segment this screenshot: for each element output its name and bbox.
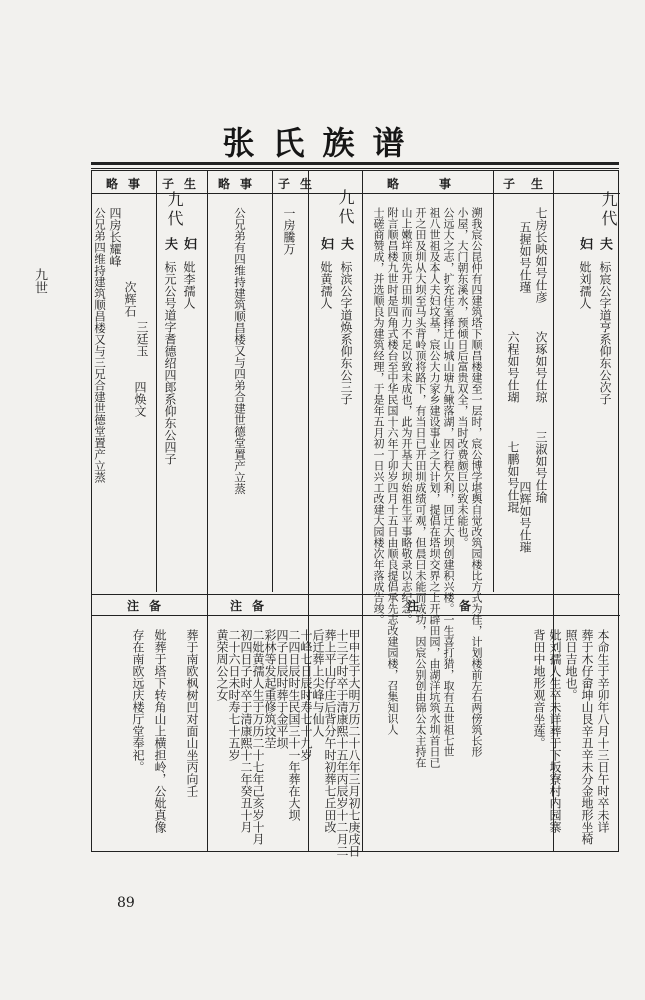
son-entry: 次琢如号仕琼	[534, 331, 548, 403]
page-title: 张氏族谱	[222, 124, 423, 162]
note-line: 妣葬于塔下转角山上横担岭，公妣真像	[153, 629, 167, 833]
deeds-text: 山上嫩垟顶先开田圳而力不足以致未成也，此为开基大坝始祖生平事略敬录以志纪念。	[400, 207, 413, 625]
generation-label: 九代	[336, 189, 355, 227]
deeds-header: 略事	[387, 177, 492, 191]
son-entry: 四辉如号仕璀	[518, 481, 532, 553]
deeds-text: 祖八世祖及本人夫妇坟基，宸公大力家乡建设事业之大计划，提倡在塔坝交界之上开辟田园，由湖洋坑筑水圳首日已	[428, 207, 441, 768]
husband-name: 标宸公字道亨系仰东公次子	[598, 261, 612, 405]
generation-label: 九代	[599, 191, 618, 229]
note-line: 后迁葬上尖峰与仙人	[311, 629, 325, 737]
sons-header: 子生	[278, 177, 323, 191]
notes-header: 注备	[407, 599, 512, 613]
sons-header: 子生	[162, 177, 207, 191]
note-line: 四子日辰时葬于金平坝	[275, 629, 289, 749]
notes-header: 注备	[127, 599, 172, 613]
deeds-header: 略事	[106, 177, 151, 191]
deeds-text: 附言顺昌楼九世时是四角式楼台至中华民国十六年丁卯岁四月十五日由顺良提倡承先志改建园楼，召集知识人	[386, 207, 399, 735]
wife-label: 妇	[318, 237, 333, 250]
note-line: 存在南欧远庆楼厅堂奉祀。	[131, 629, 145, 773]
note-line: 初四日子时卒于清康熙十二年癸丑十月	[239, 629, 253, 833]
son-entry: 三淑如号仕瑜	[534, 431, 548, 503]
wife-name: 妣黄孺人	[319, 261, 333, 309]
deeds-text: 溯我宸公昆仲有四建筑塔下顺昌楼建至一层时，宸公博学堪舆自觉改筑园楼比方式为佳，计划楼前左右两傍筑长形	[470, 207, 483, 757]
note-line: 妣刘孺人生卒未详葬于下坂寮村内园寨	[548, 629, 562, 833]
wife-label: 妇	[577, 237, 592, 250]
note-line: 照日吉地也。	[564, 629, 578, 701]
deeds-text: 公兄弟有四维持建筑顺昌楼又与四弟合建世德堂置产立蒸	[233, 207, 247, 495]
husband-name: 标滨公字道焕系仰东公三子	[339, 261, 353, 405]
deeds-text: 士磋商赞成，并选顺良为建筑经理，于是年五月初一日兴工改建大园楼次年落成告竣。	[372, 207, 385, 625]
deeds-text: 小屋，大门朝东溪水，预倾日后富贵双全，当时改费颇巨以致未能也。	[456, 207, 469, 548]
husband-name: 标元公号道字耆德绍四郎系仰东公四子	[163, 261, 177, 465]
son-entry: 七房长映如号仕彦	[534, 207, 548, 303]
deeds-text: 开之田及圳从大坝至马头背岭顶将路下，有当日已开田圳成绩可观，但晨曰未能而成功，因宸公别创由锦公太主持在	[414, 207, 427, 768]
note-line: 背田中地形观音坐莲。	[532, 629, 546, 749]
son-entry: 七鹏如号仕琨	[506, 441, 520, 513]
note-line: 甲申生于大明万历二十八年三月初七庚戌日	[347, 629, 361, 857]
note-line: 葬上平山仔庄后背分午时初葬七丘田改	[323, 629, 337, 833]
deeds-text: 公远大之志，扩充住室择迁山城山塘九鳅落湖，因行程欠利，回迁大坝创建积兴楼。一生喜打猎，取有五世祖七世	[442, 207, 455, 757]
note-line: 本命生于辛卯年八月十三日午时卒未详	[596, 629, 610, 833]
son-entry: 三廷玉	[135, 321, 149, 357]
husband-label: 夫	[597, 237, 612, 250]
husband-label: 夫	[162, 237, 177, 250]
note-line: 葬于南欧枫树凹对面山坐丙向壬	[185, 629, 199, 797]
margin-generation-label: 九世	[32, 268, 47, 294]
page-number: 89	[117, 895, 135, 911]
son-entry: 五握如号仕瑾	[518, 221, 532, 293]
wife-name: 妣李孺人	[182, 261, 196, 309]
son-entry: 次辉石	[123, 281, 137, 317]
son-entry: 六程如号仕瑚	[506, 331, 520, 403]
title-rule	[91, 162, 619, 169]
note-line: 二四日辰时生民国三十一年葬在大坝	[287, 629, 301, 821]
note-line: 二妣黄孺人生于万历二十七年己亥岁十月	[251, 629, 265, 845]
son-entry: 四房长耀峰	[108, 207, 122, 267]
deeds-text: 公兄弟四维持建筑顺昌楼又与三兄合建世德堂置产立蒸	[93, 207, 107, 483]
wife-name: 妣刘孺人	[578, 261, 592, 309]
generation-label: 九代	[165, 191, 184, 229]
note-line: 黄荣周公之女	[215, 629, 229, 701]
wife-label: 妇	[181, 237, 196, 250]
deeds-header: 略事	[218, 177, 263, 191]
entry-column-biaobin	[207, 171, 362, 857]
note-line: 葬于木仔畲坤山艮辛丑辛未分金地形坐椅	[580, 629, 594, 845]
son-entry: 一房騰万	[282, 207, 296, 255]
notes-header: 注备	[230, 599, 275, 613]
son-entry: 四焕文	[133, 381, 147, 417]
note-line: 十峰七日辰时寿七十九岁	[299, 629, 313, 761]
entry-column-biaochen	[362, 171, 620, 851]
note-line: 十三子时卒于清康熙十五年丙辰岁十二月二	[335, 629, 349, 857]
sons-header: 子生	[503, 177, 560, 191]
note-line: 二十六日未时寿七十五岁	[227, 629, 241, 761]
note-line: 彩林等发起重修筑坟茔	[263, 629, 277, 749]
genealogy-table	[91, 170, 619, 857]
husband-label: 夫	[338, 237, 353, 250]
